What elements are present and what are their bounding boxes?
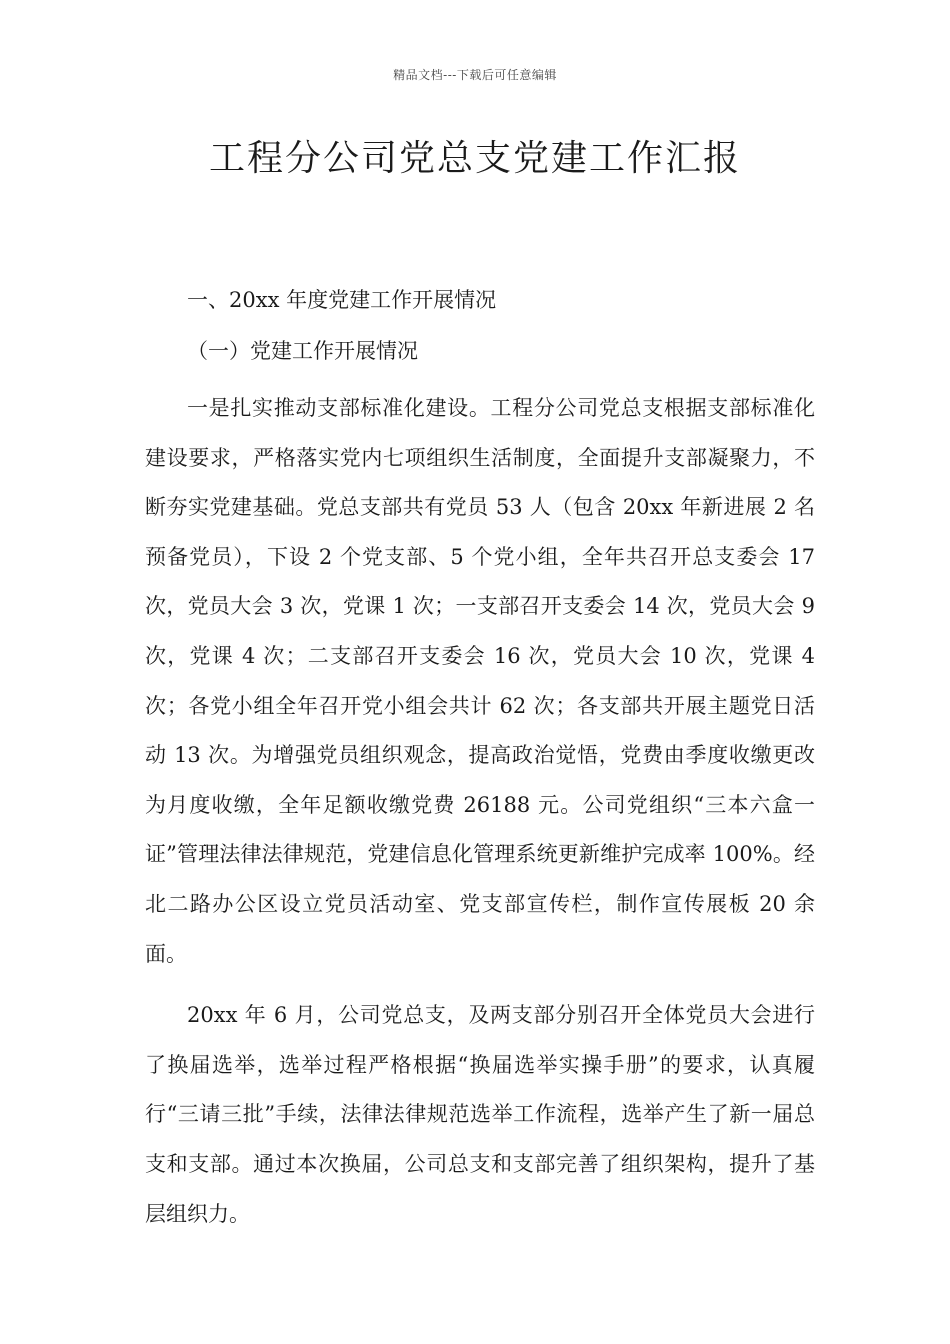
body-paragraph: 一是扎实推动支部标准化建设。工程分公司党总支根据支部标准化建设要求，严格落实党内七项组织生活制度，全面提升支部凝聚力，不断夯实党建基础。党总支部共有党员 53 人（包含 20xx 年新进展 2 名预备党员），下设 2 个党支部、5 个党小组，全年共召开总支委会 17 次，党员大会 3 次，党课 1 次；一支部召开支委会 14 次，党员大会 9 次，党课 4 次；二支部召开支委会 16 次，党员大会 10 次，党课 4 次；各党小组全年召开党小组会共计 62 次；各支部共开展主题党日活动 13 次。为增强党员组织观念，提高政治觉悟，党费由季度收缴更改为月度收缴，全年足额收缴党费 26188 元。公司党组织“三本六盒一证”管理法律法律规范，党建信息化管理系统更新维护完成率 100%。经北二路办公区设立党员活动室、党支部宣传栏，制作宣传展板 20 余面。 — [145, 396, 815, 966]
document-body — [145, 282, 815, 1239]
subsection-heading: （一）党建工作开展情况 — [187, 339, 418, 363]
section-heading: 一、20xx 年度党建工作开展情况 — [187, 288, 497, 312]
body-paragraph: 20xx 年 6 月，公司党总支，及两支部分别召开全体党员大会进行了换届选举，选举过程严格根据“换届选举实操手册”的要求，认真履行“三请三批”手续，法律法律规范选举工作流程，选举产生了新一届总支和支部。通过本次换届，公司总支和支部完善了组织架构，提升了基层组织力。 — [145, 1003, 815, 1226]
document-title: 工程分公司党总支党建工作汇报 — [208, 138, 741, 179]
header-note: 精品文档---下载后可任意编辑 — [393, 68, 557, 82]
